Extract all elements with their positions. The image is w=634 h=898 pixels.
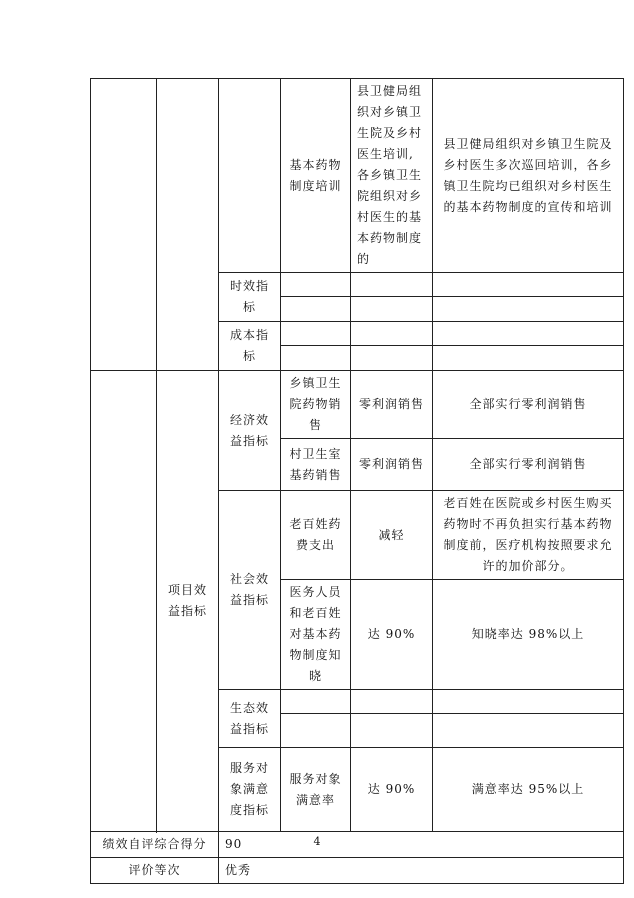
- blank-category-cell: [91, 371, 157, 832]
- empty-cell: [433, 690, 624, 714]
- benefit-group-label: 项目效益指标: [157, 371, 219, 832]
- empty-cell: [433, 322, 624, 346]
- performance-table: [90, 78, 624, 884]
- blank-category-cell: [91, 79, 157, 371]
- empty-cell: [281, 346, 351, 371]
- empty-cell: [351, 322, 433, 346]
- empty-cell: [281, 690, 351, 714]
- empty-cell: [433, 714, 624, 748]
- social-label: 社会效益指标: [219, 491, 281, 690]
- empty-cell: [281, 297, 351, 322]
- blank-subcategory-cell: [157, 79, 219, 371]
- cost-label: 成本指标: [219, 322, 281, 371]
- target-cell: 县卫健局组织对乡镇卫生院及乡村医生培训,各乡镇卫生院组织对乡村医生的基本药物制度的: [351, 79, 433, 273]
- satisfaction-label: 服务对象满意度指标: [219, 748, 281, 832]
- table-row: [91, 858, 624, 884]
- indicator-cell: 老百姓药费支出: [281, 491, 351, 580]
- economic-label: 经济效益指标: [219, 371, 281, 491]
- actual-cell: 满意率达 95%以上: [433, 748, 624, 832]
- actual-cell: 老百姓在医院或乡村医生购买药物时不再负担实行基本药物制度前，医疗机构按照要求允许的加价部分。: [433, 491, 624, 580]
- empty-cell: [351, 346, 433, 371]
- empty-cell: [281, 322, 351, 346]
- ecological-label: 生态效益指标: [219, 690, 281, 748]
- indicator-cell: 乡镇卫生院药物销售: [281, 371, 351, 439]
- indicator-cell: 医务人员和老百姓对基本药物制度知晓: [281, 580, 351, 690]
- empty-cell: [281, 273, 351, 297]
- indicator-cell: 村卫生室基药销售: [281, 439, 351, 491]
- indicator-cell: 服务对象满意率: [281, 748, 351, 832]
- timeliness-label: 时效指标: [219, 273, 281, 322]
- page-number: 4: [313, 835, 321, 848]
- empty-cell: [433, 273, 624, 297]
- grade-label: 评价等次: [91, 858, 219, 884]
- actual-cell: 知晓率达 98%以上: [433, 580, 624, 690]
- score-label: 绩效自评综合得分: [91, 832, 219, 858]
- target-cell: 零利润销售: [351, 371, 433, 439]
- actual-cell: 县卫健局组织对乡镇卫生院及乡村医生多次巡回培训，各乡镇卫生院均已组织对乡村医生的基本药物制度的宣传和培训: [433, 79, 624, 273]
- target-cell: 达 90%: [351, 748, 433, 832]
- actual-cell: 全部实行零利润销售: [433, 439, 624, 491]
- table-row: [91, 79, 624, 273]
- blank-indicator-type-cell: [219, 79, 281, 273]
- target-cell: 减轻: [351, 491, 433, 580]
- target-cell: 达 90%: [351, 580, 433, 690]
- empty-cell: [433, 297, 624, 322]
- empty-cell: [351, 273, 433, 297]
- grade-value: 优秀: [219, 858, 624, 884]
- empty-cell: [281, 714, 351, 748]
- empty-cell: [433, 346, 624, 371]
- table-row: [91, 371, 624, 439]
- actual-cell: 全部实行零利润销售: [433, 371, 624, 439]
- empty-cell: [351, 297, 433, 322]
- empty-cell: [351, 690, 433, 714]
- score-value: 90: [219, 832, 624, 858]
- indicator-cell: 基本药物制度培训: [281, 79, 351, 273]
- empty-cell: [351, 714, 433, 748]
- target-cell: 零利润销售: [351, 439, 433, 491]
